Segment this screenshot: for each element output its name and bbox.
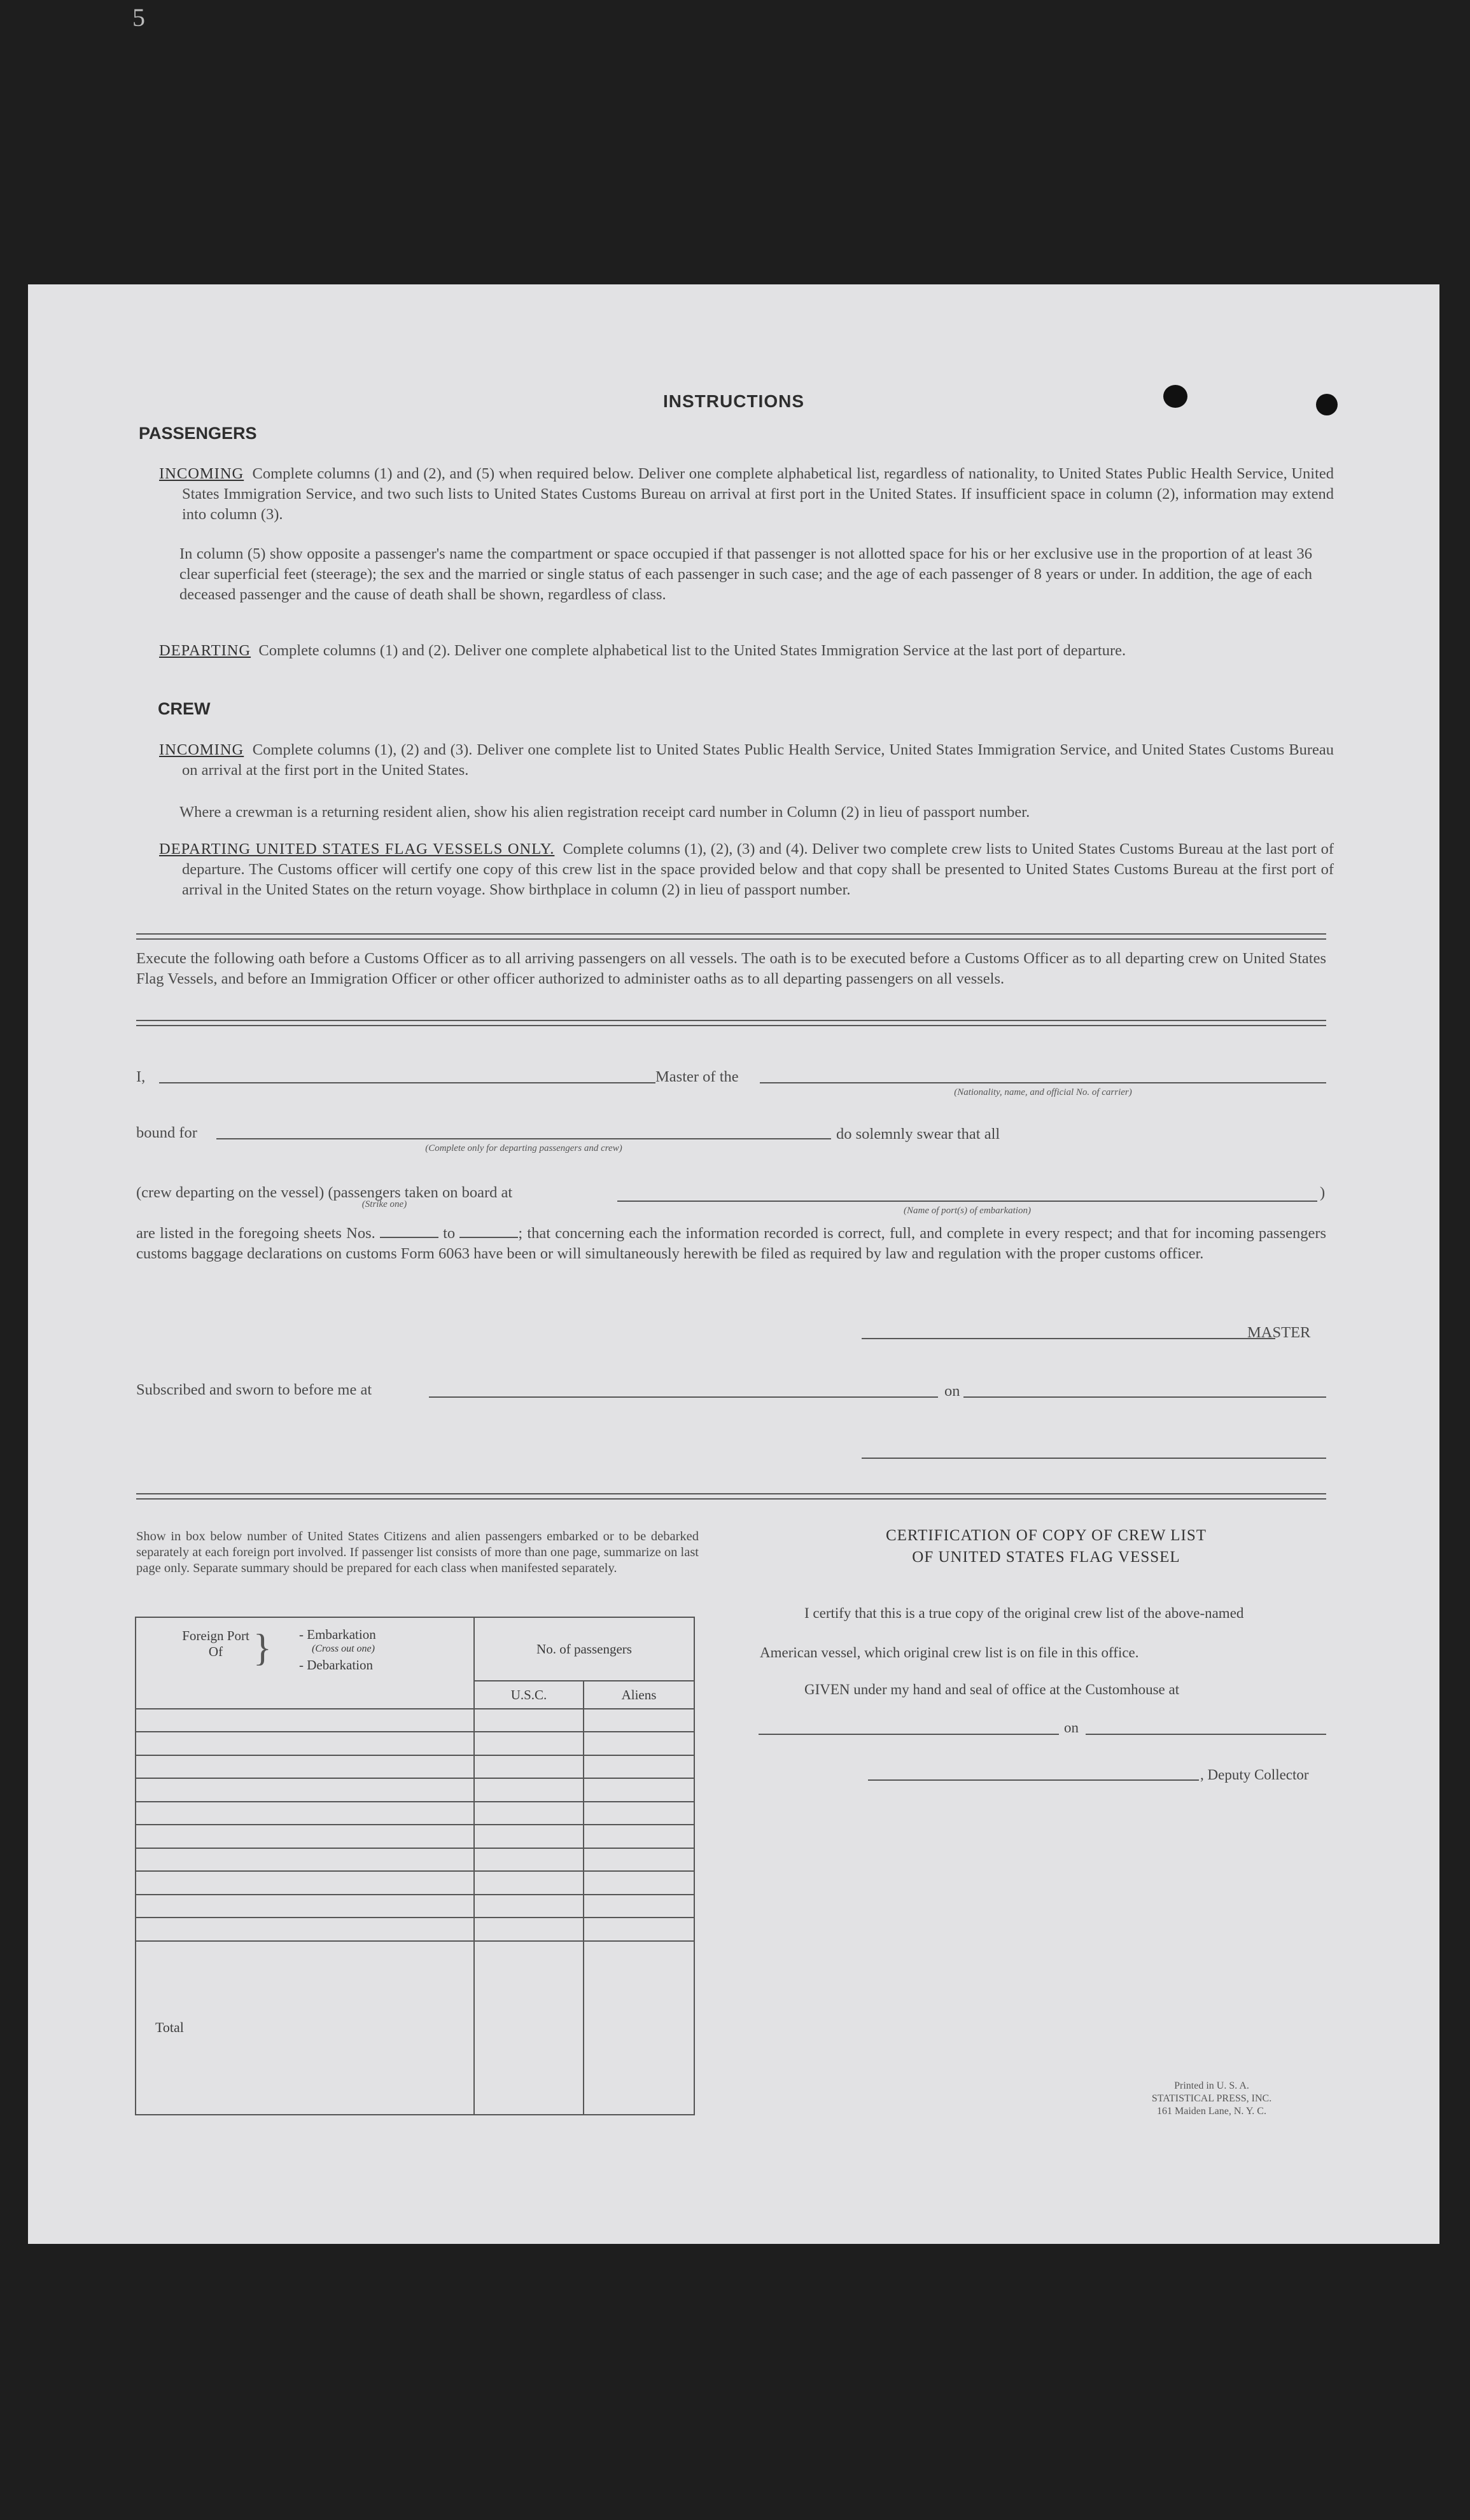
oath-i-label: I,	[136, 1068, 146, 1085]
passengers-departing-paragraph	[159, 641, 1334, 661]
listed-to: to	[443, 1225, 456, 1242]
certification-date-field[interactable]	[1086, 1734, 1326, 1735]
certification-on-label: on	[1064, 1720, 1079, 1736]
officer-signature-field[interactable]	[862, 1458, 1326, 1459]
port-cell[interactable]	[136, 1709, 474, 1732]
master-signature-field[interactable]	[862, 1338, 1275, 1339]
crew-incoming-paragraph	[159, 740, 1334, 781]
table-row	[136, 1732, 694, 1755]
certification-text2: American vessel, which original crew list is on file in this office.	[760, 1645, 1139, 1660]
strike-caption: (Strike one)	[361, 1199, 407, 1209]
subscribed-place-field[interactable]	[429, 1396, 938, 1398]
port-cell[interactable]	[136, 1778, 474, 1801]
subscribed-label: Subscribed and sworn to before me at	[136, 1381, 372, 1398]
summary-intro: Show in box below number of United States Citizens and alien passengers embarked or to be debarked separately at each foreign port involved. If passenger list consists of more than one page, summarize on last page only. Separate summary should be prepared for each class when manifested separately.	[136, 1529, 699, 1575]
passenger-summary-table	[135, 1617, 695, 2115]
port-cell[interactable]	[136, 1918, 474, 1940]
section-divider	[136, 1493, 1326, 1500]
table-row	[136, 1802, 694, 1825]
printer-imprint	[1110, 2080, 1313, 2118]
total-row	[136, 1941, 694, 2115]
passengers-heading: PASSENGERS	[139, 424, 257, 443]
table-row	[136, 1871, 694, 1894]
port-cell[interactable]	[136, 1732, 474, 1755]
bound-caption: (Complete only for departing passengers and crew)	[425, 1143, 622, 1153]
incoming-text: Complete columns (1) and (2), and (5) when required below. Deliver one complete alphabetical list, regardless of nationality, to United States Public Health Service, United States Immigration Service, and two such lists to United States Customs Bureau on arrival at first port in the United States. If insufficient space in column (2), information may extend into column (3).	[182, 465, 1334, 523]
printer-line1: Printed in U. S. A.	[1174, 2080, 1249, 2091]
close-paren: )	[1320, 1184, 1326, 1201]
crew-heading: CREW	[158, 699, 211, 718]
table-row	[136, 1918, 694, 1940]
master-of-label: Master of the	[655, 1068, 739, 1085]
debarkation-label: - Debarkation	[299, 1657, 374, 1673]
crew-departing-paragraph	[159, 839, 1334, 900]
aliens-cell[interactable]	[584, 1918, 694, 1940]
aliens-cell[interactable]	[584, 1709, 694, 1732]
departing-flag-label: DEPARTING UNITED STATES FLAG VESSELS ONLY.	[159, 840, 555, 858]
usc-cell[interactable]	[474, 1871, 584, 1894]
certification-title	[760, 1525, 1333, 1568]
aliens-cell[interactable]	[584, 1778, 694, 1801]
printer-line3: 161 Maiden Lane, N. Y. C.	[1157, 2106, 1266, 2117]
brace-icon: }	[253, 1627, 272, 1669]
page-mark: 5	[132, 3, 145, 32]
master-label: MASTER	[1247, 1324, 1311, 1341]
usc-cell[interactable]	[474, 1825, 584, 1848]
deputy-collector-label: , Deputy Collector	[1200, 1767, 1309, 1783]
port-cell[interactable]	[136, 1755, 474, 1778]
port-cell[interactable]	[136, 1848, 474, 1871]
bound-for-label: bound for	[136, 1124, 197, 1141]
aliens-header: Aliens	[584, 1681, 694, 1709]
total-label: Total	[136, 1941, 474, 2115]
deputy-signature-field[interactable]	[868, 1779, 1199, 1781]
section-divider	[136, 933, 1326, 940]
oath-instructions: Execute the following oath before a Customs Officer as to all arriving passengers on all vessels. The oath is to be executed before a Customs Officer as to all departing crew on United States Flag Vessels, and before an Immigration Officer or other officer authorized to administer oaths as to all departing passengers on all vessels.	[136, 950, 1326, 987]
embark-caption: (Name of port(s) of embarkation)	[904, 1206, 1031, 1216]
departing-label: DEPARTING	[159, 642, 251, 659]
table-row	[136, 1778, 694, 1801]
aliens-cell[interactable]	[584, 1871, 694, 1894]
crew-incoming-label: INCOMING	[159, 741, 244, 758]
foreign-port-of: Foreign Port Of	[182, 1628, 249, 1659]
aliens-cell[interactable]	[584, 1802, 694, 1825]
table-row	[136, 1755, 694, 1778]
aliens-cell[interactable]	[584, 1755, 694, 1778]
form-sheet	[28, 284, 1439, 2244]
table-row	[136, 1895, 694, 1918]
port-header-cell	[136, 1617, 474, 1709]
listed-a: are listed in the foregoing sheets Nos.	[136, 1225, 375, 1242]
carrier-caption: (Nationality, name, and official No. of carrier)	[954, 1087, 1132, 1097]
usc-cell[interactable]	[474, 1778, 584, 1801]
usc-cell[interactable]	[474, 1918, 584, 1940]
usc-total-cell[interactable]	[474, 1941, 584, 2115]
aliens-total-cell[interactable]	[584, 1941, 694, 2115]
certification-title-line1: CERTIFICATION OF COPY OF CREW LIST	[885, 1527, 1207, 1544]
certification-given: GIVEN under my hand and seal of office at the Customhouse at	[804, 1681, 1180, 1697]
port-cell[interactable]	[136, 1871, 474, 1894]
listed-paragraph	[136, 1223, 1326, 1264]
instructions-title: INSTRUCTIONS	[663, 391, 804, 411]
sheet-to-field[interactable]	[459, 1237, 518, 1238]
usc-cell[interactable]	[474, 1895, 584, 1918]
certification-title-line2: OF UNITED STATES FLAG VESSEL	[912, 1549, 1180, 1566]
aliens-cell[interactable]	[584, 1825, 694, 1848]
crewman-text: Where a crewman is a returning resident alien, show his alien registration receipt card number in Column (2) in lieu of passport number.	[179, 804, 1030, 821]
column5-paragraph	[179, 544, 1312, 605]
passengers-incoming-paragraph	[159, 464, 1334, 525]
usc-cell[interactable]	[474, 1732, 584, 1755]
master-name-field[interactable]	[159, 1082, 655, 1083]
no-of-passengers-header: No. of passengers	[474, 1617, 694, 1681]
usc-cell[interactable]	[474, 1848, 584, 1871]
incoming-label: INCOMING	[159, 465, 244, 482]
swear-label: do solemnly swear that all	[836, 1125, 1000, 1143]
certification-text1: I certify that this is a true copy of the original crew list of the above-named	[804, 1605, 1244, 1621]
on-label: on	[944, 1382, 960, 1400]
customhouse-field[interactable]	[759, 1734, 1059, 1735]
aliens-cell[interactable]	[584, 1895, 694, 1918]
cross-out-label: (Cross out one)	[312, 1643, 375, 1654]
table-row	[136, 1825, 694, 1848]
carrier-field[interactable]	[760, 1082, 1326, 1083]
embarkation-port-field[interactable]	[617, 1201, 1317, 1202]
bound-for-field[interactable]	[216, 1138, 831, 1139]
table-row	[136, 1848, 694, 1871]
usc-header: U.S.C.	[474, 1681, 584, 1709]
table-row	[136, 1709, 694, 1732]
port-cell[interactable]	[136, 1895, 474, 1918]
sheet-from-field[interactable]	[380, 1237, 438, 1238]
embarkation-label: - Embarkation	[299, 1627, 376, 1642]
usc-cell[interactable]	[474, 1802, 584, 1825]
crewman-paragraph	[179, 802, 1312, 823]
departing-text: Complete columns (1) and (2). Deliver one complete alphabetical list to the United States Immigration Service at the last port of departure.	[258, 642, 1126, 659]
listed-b: ; that concerning each the information recorded is correct, full, and complete in every respect; and that for incoming passengers customs baggage declarations on customs Form 6063 have been or will simultaneously herewith be filed as required by law and regulation with the proper customs officer.	[136, 1225, 1327, 1262]
aliens-cell[interactable]	[584, 1848, 694, 1871]
port-cell[interactable]	[136, 1825, 474, 1848]
section-divider	[136, 1020, 1326, 1026]
crew-incoming-text: Complete columns (1), (2) and (3). Deliver one complete list to United States Public Health Service, United States Immigration Service, and United States Customs Bureau on arrival at the first port in the United States.	[182, 741, 1334, 779]
usc-cell[interactable]	[474, 1709, 584, 1732]
port-cell[interactable]	[136, 1802, 474, 1825]
crew-departing-label: (crew departing on the vessel) (passengers taken on board at	[136, 1184, 513, 1201]
printer-line2: STATISTICAL PRESS, INC.	[1151, 2093, 1272, 2104]
subscribed-date-field[interactable]	[963, 1396, 1326, 1398]
usc-cell[interactable]	[474, 1755, 584, 1778]
aliens-cell[interactable]	[584, 1732, 694, 1755]
departing-flag-text: Complete columns (1), (2), (3) and (4). Deliver two complete crew lists to United States Customs Bureau at the last port of departure. The Customs officer will certify one copy of this crew list in the space provided below and that copy shall be presented to United States Customs Bureau at the first port of arrival in the United States on the return voyage. Show birthplace in column (2) in lieu of passport number.	[182, 840, 1334, 898]
column5-text: In column (5) show opposite a passenger's name the compartment or space occupied if that passenger is not allotted space for his or her exclusive use in the proportion of at least 36 clear superficial feet (steerage); the sex and the married or single status of each passenger in such case; and the age of each passenger of 8 years or under. In addition, the age of each deceased passenger and the cause of death shall be shown, regardless of class.	[179, 545, 1312, 603]
